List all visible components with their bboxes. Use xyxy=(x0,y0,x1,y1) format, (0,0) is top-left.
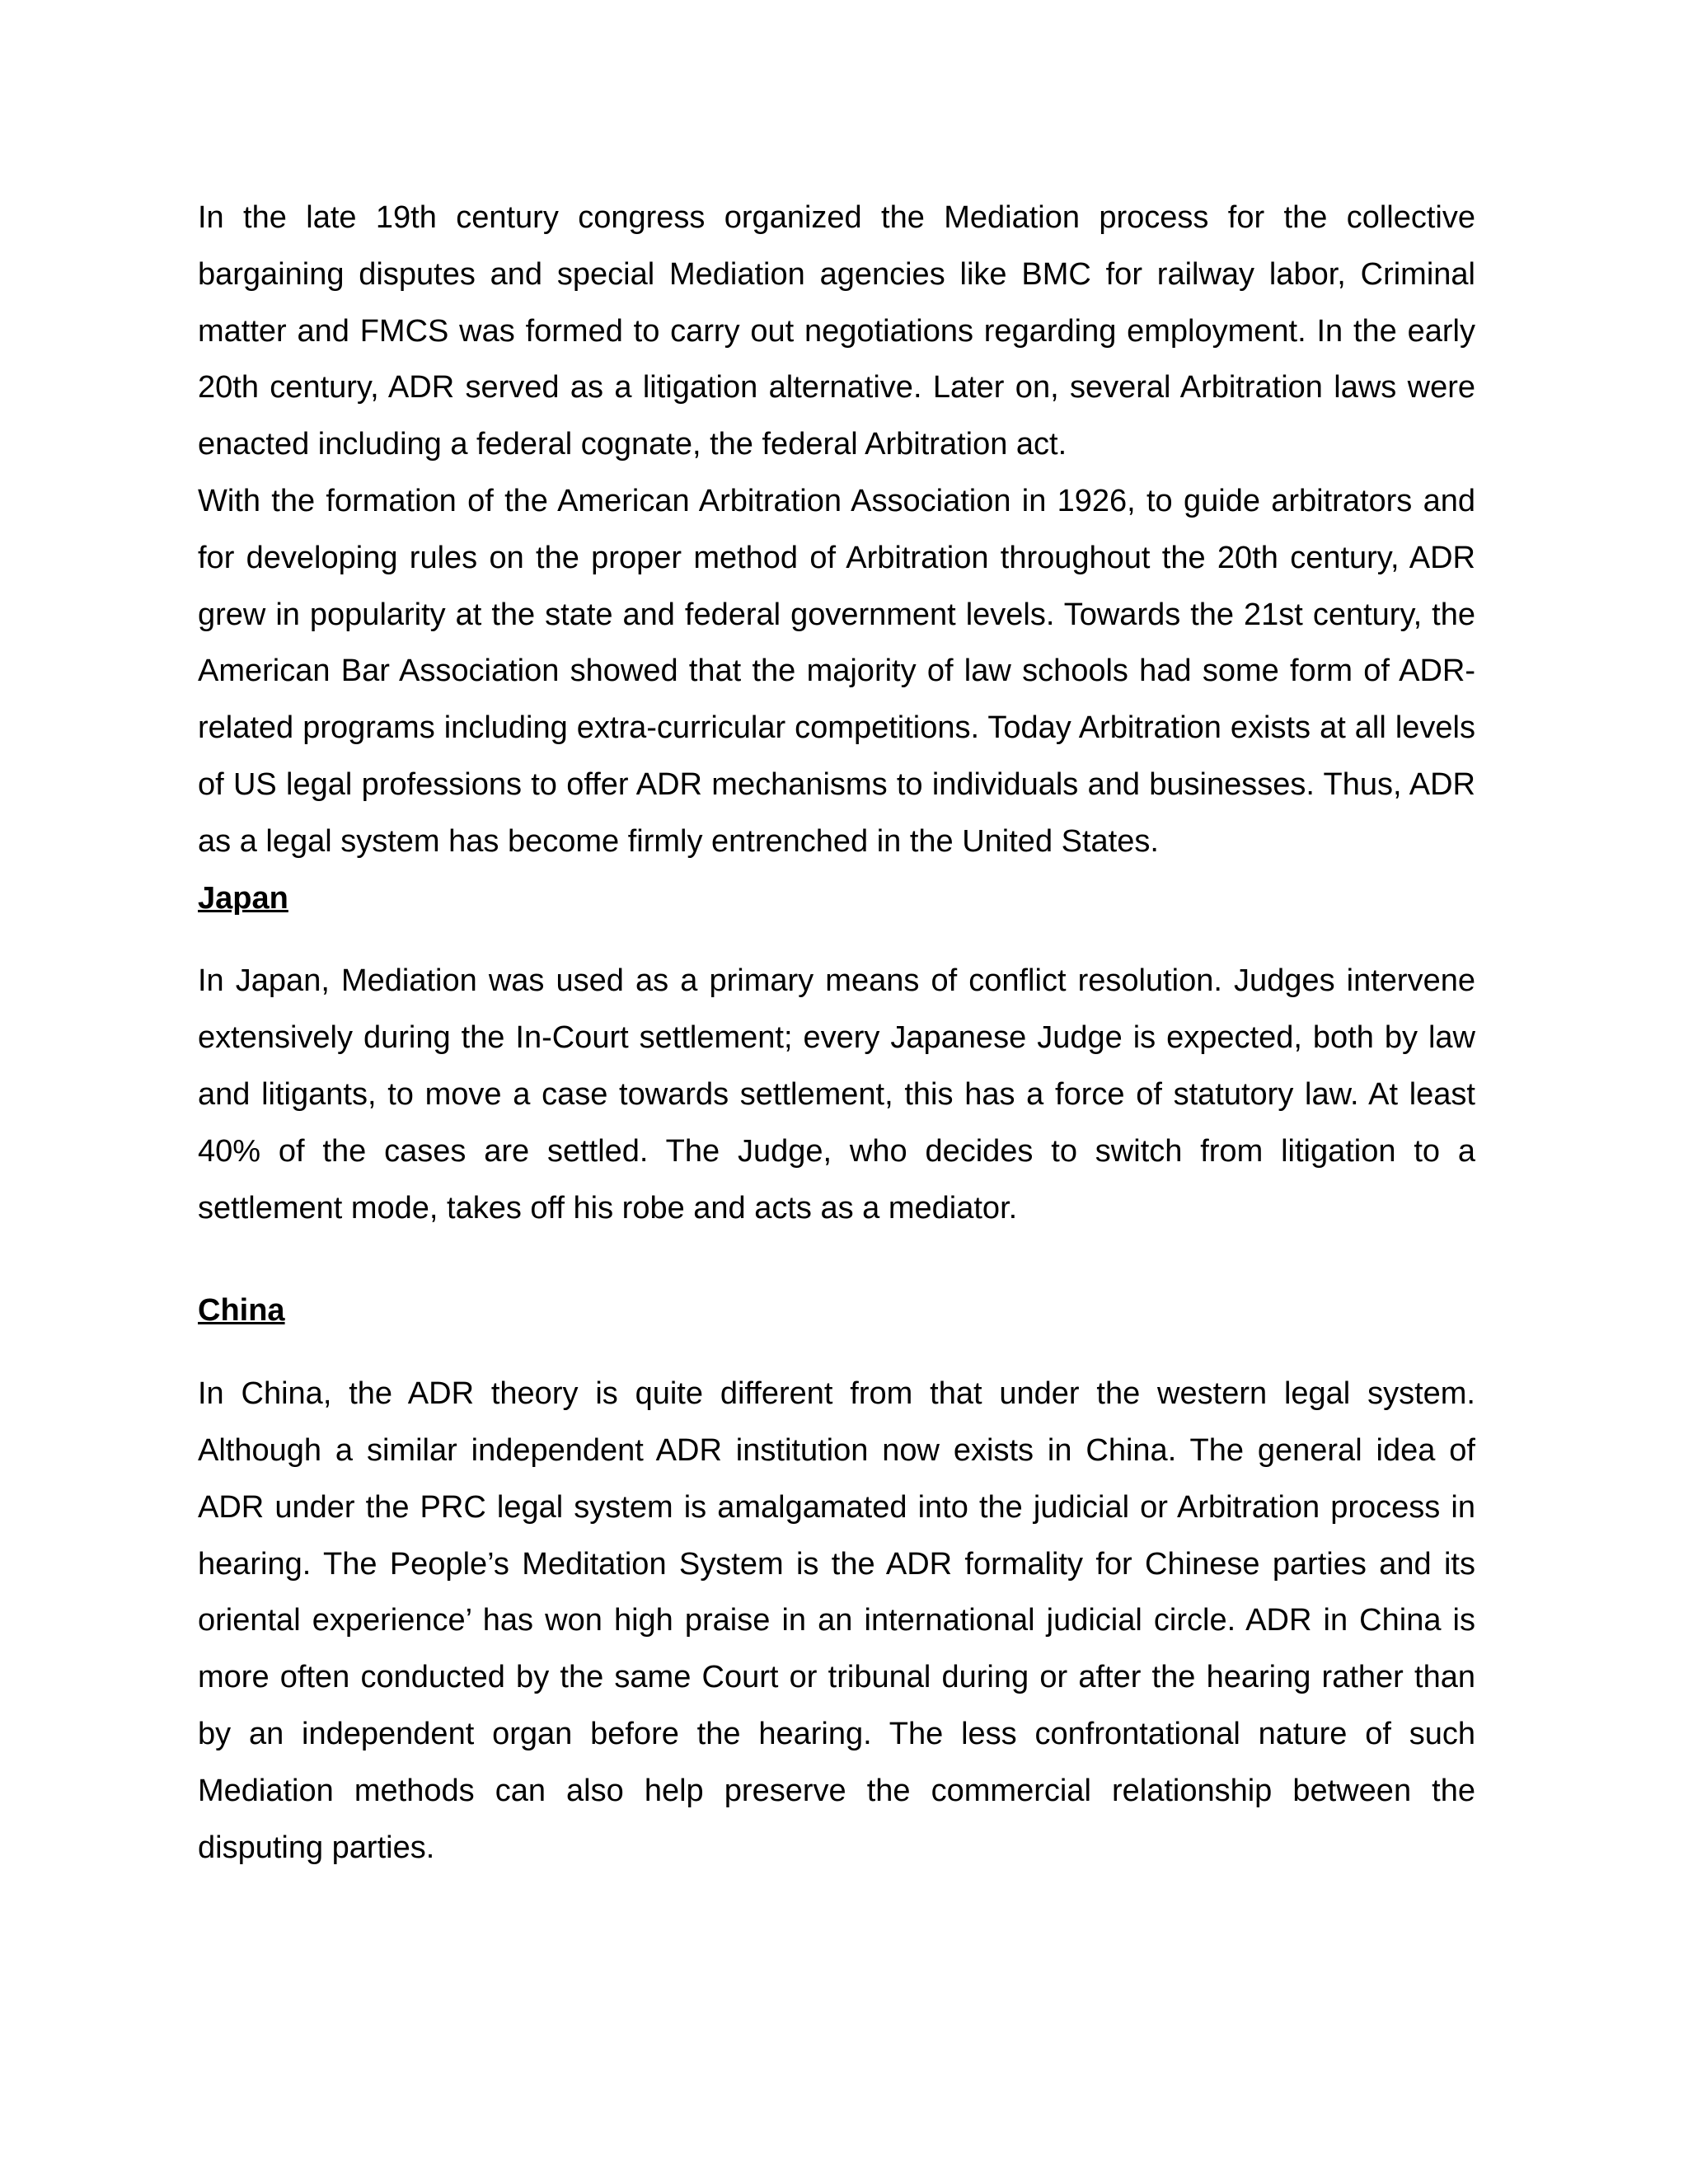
japan-paragraph: In Japan, Mediation was used as a primary means of conflict resolution. Judges intervene extensively during the In-Court settlement; every Japanese Judge is expected, both by law and litigants, to move a case towards settlement, this has a force of statutory law. At least 40% of the cases are settled. The Judge, who decides to switch from litigation to a settlement mode, takes off his robe and acts as a mediator. xyxy=(198,963,1475,1226)
china-paragraph: In China, the ADR theory is quite different from that under the western legal system. Although a similar independent ADR institution now exists in China. The general idea of ADR under the PRC legal system is amalgamated into the judicial or Arbitration process in hearing. The People’s Meditation System is the ADR formality for Chinese parties and its oriental experience’ has won high praise in an international judicial circle. ADR in China is more often conducted by the same Court or tribunal during or after the hearing rather than by an independent organ before the hearing. The less confrontational nature of such Mediation methods can also help preserve the commercial relationship between the disputing parties. xyxy=(198,1376,1475,1865)
usa-history-paragraph-1: In the late 19th century congress organized the Mediation process for the collective bargaining disputes and special Mediation agencies like BMC for railway labor, Criminal matter and FMCS was formed to carry out negotiations regarding employment. In the early 20th century, ADR served as a litigation alternative. Later on, several Arbitration laws were enacted including a federal cognate, the federal Arbitration act. xyxy=(198,200,1475,462)
usa-history-paragraph-2: With the formation of the American Arbitration Association in 1926, to guide arbitrators and for developing rules on the proper method of Arbitration throughout the 20th century, ADR grew in popularity at the state and federal government levels. Towards the 21st century, the American Bar Association showed that the majority of law schools had some form of ADR-related programs including extra-curricular competitions. Today Arbitration exists at all levels of US legal professions to offer ADR mechanisms to individuals and businesses. Thus, ADR as a legal system has become firmly entrenched in the United States. xyxy=(198,483,1475,859)
japan-heading: Japan xyxy=(198,880,288,916)
china-heading: China xyxy=(198,1293,285,1329)
document-page xyxy=(198,190,1475,1876)
